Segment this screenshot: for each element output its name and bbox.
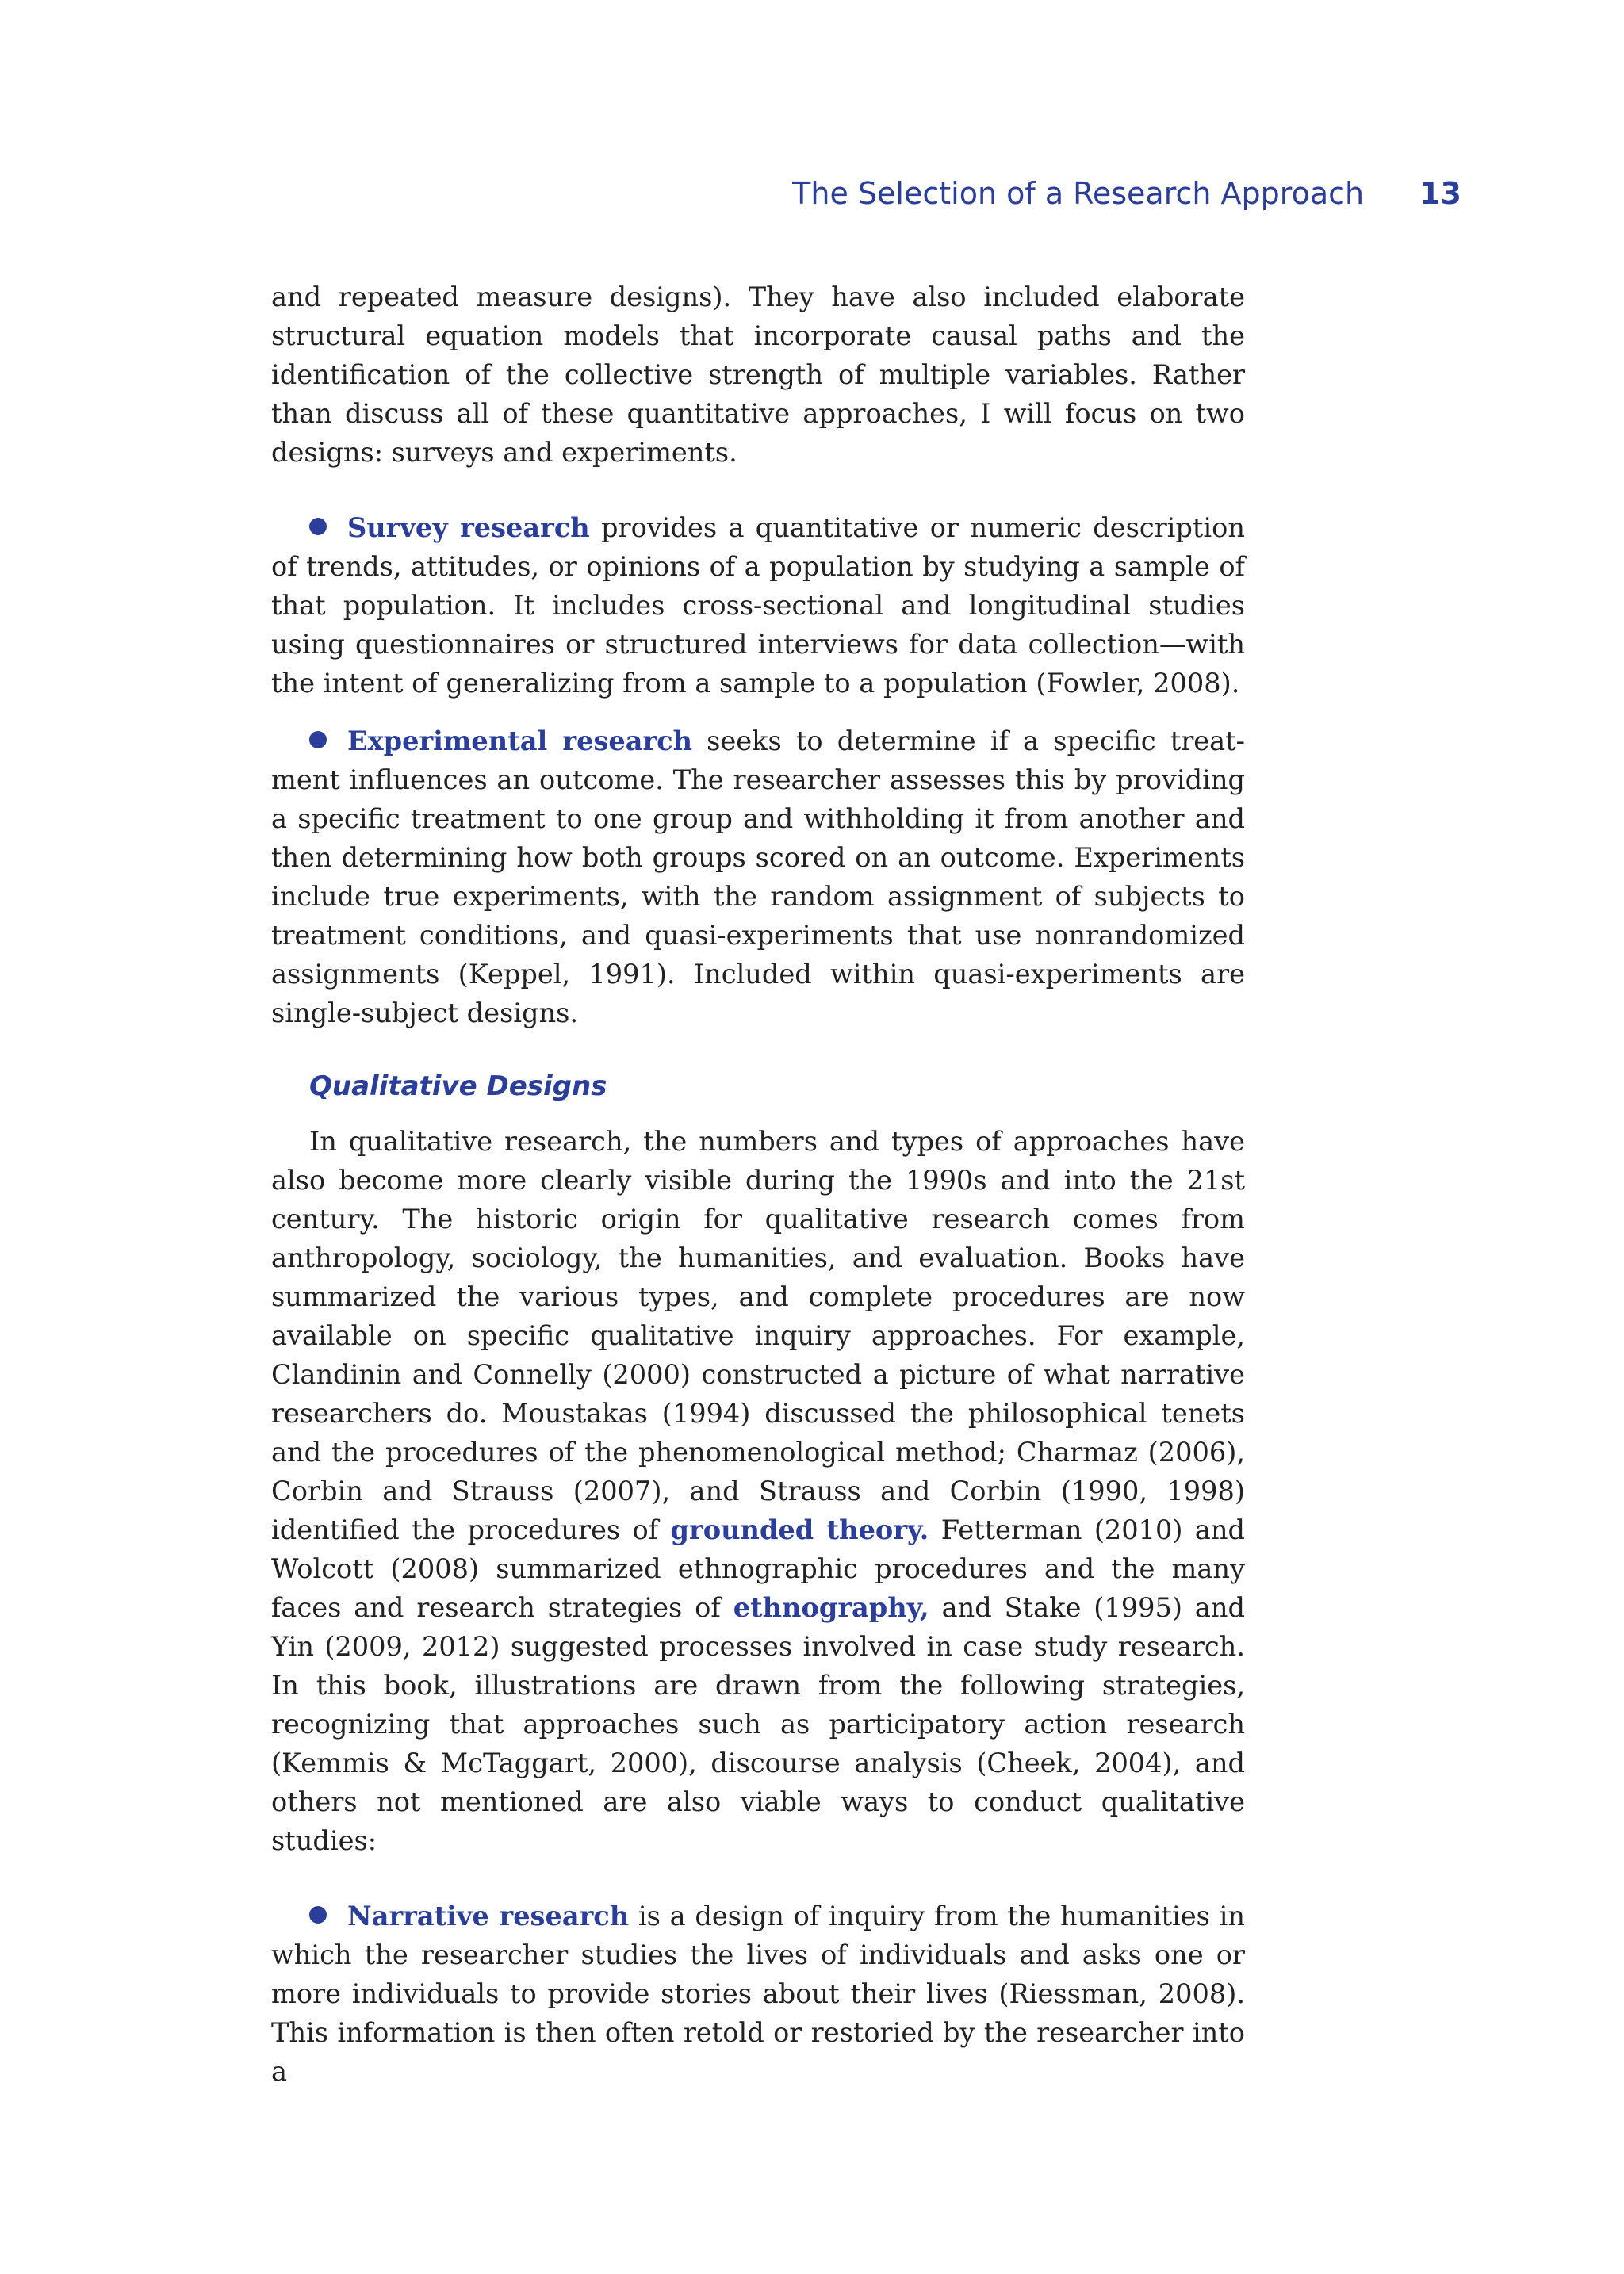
grounded-theory-term: grounded theory. [670,1514,929,1545]
section-heading: Qualitative Designs [309,1070,607,1102]
bullet-icon [309,1906,327,1924]
survey-research-term: Survey research [347,511,590,543]
ethnography-term: ethnography, [733,1591,929,1623]
narrative-research-item [271,1897,1245,2091]
qualitative-text-part1: In qualitative research, the numbers and types of approaches have also become more clearly visible during the 1990s and into the 21st century. The historic origin for qualitative research comes from anthropology, sociology, the humanities, and evaluation. Books have summarized the various types, and complete procedures are now available on specific qualitative inquiry approaches. For example, Clandinin and Connelly (2000) constructed a picture of what narrative researchers do. Moustakas (1994) discussed the philosophical tenets and the procedures of the phenomenological method; Charmaz (2006), Corbin and Strauss (2007), and Strauss and Corbin (1990, 1998) identified the procedures of [271,1126,1245,1545]
bullet-icon [309,518,327,535]
experimental-research-text: seeks to determine if a specific treatment influences an outcome. The researcher assesses this by providing a specific treatment to one group and withholding it from another and then determining how both groups scored on an outcome. Experiments include true experiments, with the random assignment of subjects to treatment conditions, and quasi-experiments that use nonrandomized assignments (Keppel, 1991). Included within quasi-experiments are single-subject designs. [271,725,1245,1028]
narrative-research-text: is a design of inquiry from the humanities in which the researcher studies the lives of individuals and asks one or more individuals to provide stories about their lives (Riessman, 2008). This information is then often retold or restoried by the researcher into a [271,1901,1245,2087]
page-body [271,278,1245,2091]
survey-research-item [271,508,1245,702]
bullet-icon [309,731,327,748]
qualitative-text-part2: Fetterman (2010) and Wolcott (2008) summarized ethnographic procedures and the many faces and research strategies of [271,1514,1245,1623]
qualitative-paragraph [271,1122,1245,1860]
survey-research-text: provides a quantitative or numeric description of trends, attitudes, or opinions of a population by studying a sample of that population. It includes cross-sectional and longitudinal studies using questionnaires or structured interviews for data collection—with the intent of generalizing from a sample to a population (Fowler, 2008). [271,512,1245,699]
narrative-research-term: Narrative research [347,1900,630,1931]
running-title: The Selection of a Research Approach [792,176,1365,211]
intro-paragraph: and repeated measure designs). They have also included elaborate structural equation models that incorporate causal paths and the identification of the collective strength of multiple variables. Rather than discuss all of these quantitative approaches, I will focus on two designs: surveys and experiments. [271,281,1245,468]
page-number: 13 [1419,176,1461,211]
qualitative-text-part3: and Stake (1995) and Yin (2009, 2012) suggested processes involved in case study research. In this book, illustrations are drawn from the following strategies, recognizing that approaches such as participatory action research (Kemmis & McTaggart, 2000), discourse analysis (Cheek, 2004), and others not mentioned are also viable ways to conduct qualitative studies: [271,1592,1245,1856]
experimental-research-term: Experimental research [347,725,693,756]
running-header [0,176,1461,211]
experimental-research-item [271,722,1245,1032]
